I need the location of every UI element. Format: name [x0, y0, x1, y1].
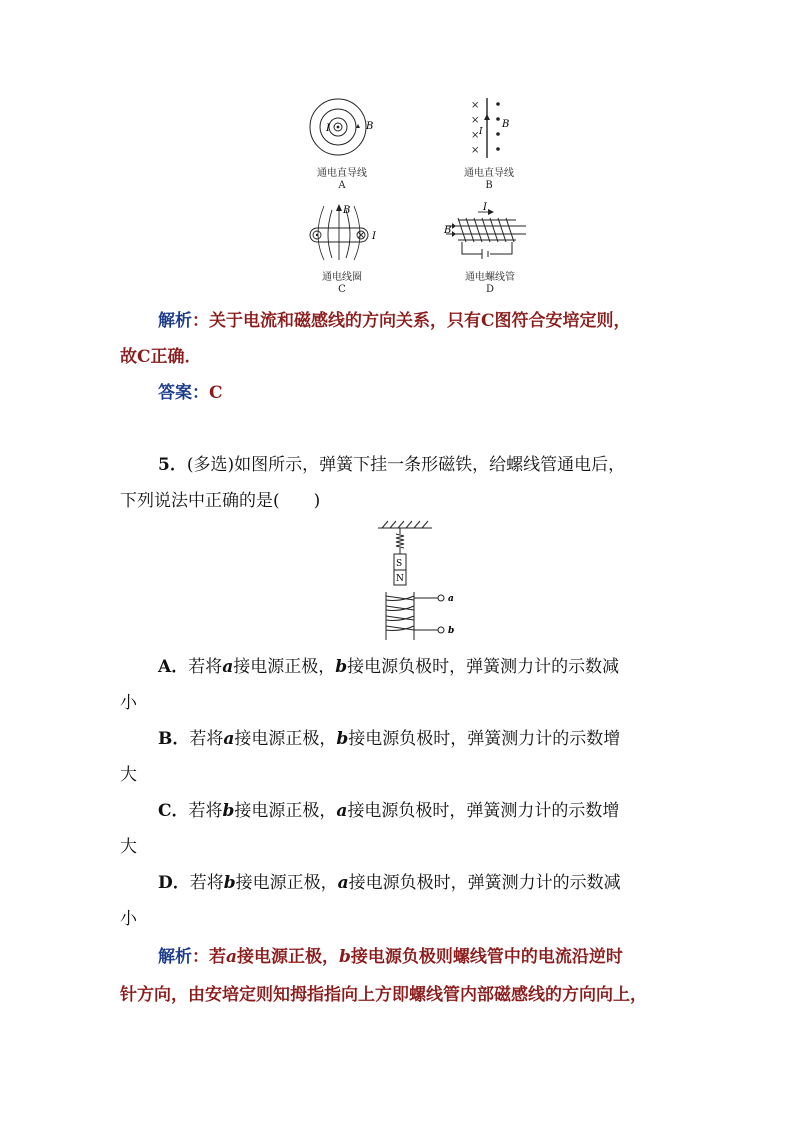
option-c: C．若将b接电源正极，a接电源负极时，弹簧测力计的示数增: [158, 801, 620, 821]
option-d-wrap: 小: [120, 909, 137, 929]
terminal-a-label: a: [448, 594, 454, 604]
question-5-line-1: 5．(多选)如图所示，弹簧下挂一条形磁铁，给螺线管通电后，: [158, 455, 626, 475]
figure-b-current-label: I: [479, 127, 483, 137]
analysis-1-label: 解析: [158, 311, 192, 331]
svg-text:×: ×: [471, 100, 480, 111]
figure-a-letter: A: [338, 180, 346, 191]
svg-text:×: ×: [471, 115, 480, 126]
figure-c-letter: C: [338, 284, 346, 295]
answer-1-value: C: [209, 383, 223, 403]
svg-text:×: ×: [471, 130, 480, 141]
figure-d-field-label: B: [444, 225, 452, 236]
figure-b-letter: B: [485, 180, 493, 191]
magnet-n-label: N: [396, 574, 404, 584]
figure-c-diagram: [302, 202, 382, 262]
figure-d-current-label: I: [483, 202, 487, 213]
answer-1: 答案：C: [158, 383, 223, 403]
figure-a-diagram: [300, 98, 380, 160]
option-d: D．若将b接电源正极，a接电源负极时，弹簧测力计的示数减: [158, 873, 621, 893]
question-5-line-2: 下列说法中正确的是( ): [120, 491, 321, 511]
figure-d-caption: 通电螺线管: [465, 272, 515, 283]
analysis-2-line-2: 针方向，由安培定则知拇指指向上方即螺线管内部磁感线的方向向上，: [120, 985, 647, 1005]
analysis-1-line-2: 故C正确．: [120, 347, 202, 367]
spring-magnet-solenoid-diagram: [372, 518, 468, 642]
option-a: A．若将a接电源正极，b接电源负极时，弹簧测力计的示数减: [158, 657, 620, 677]
option-a-wrap: 小: [120, 693, 137, 713]
figure-b-caption: 通电直导线: [464, 168, 514, 179]
figure-d-letter: D: [485, 284, 495, 295]
figure-b-field-label: B: [502, 119, 510, 130]
terminal-b-label: b: [448, 626, 455, 636]
figure-c-current-label: I: [372, 231, 376, 242]
analysis-1-line-1: 解析：关于电流和磁感线的方向关系，只有C图符合安培定则，: [158, 311, 631, 331]
question-5-number: 5．: [158, 455, 187, 475]
answer-1-label: 答案: [158, 383, 192, 403]
figure-a-field-label: B: [366, 121, 374, 132]
figure-d-diagram: [442, 202, 538, 264]
option-b-wrap: 大: [120, 765, 137, 785]
magnet-s-label: S: [396, 559, 403, 569]
figure-c-field-label: B: [343, 205, 351, 216]
analysis-2-line-1: 解析：若a接电源正极，b接电源负极则螺线管中的电流沿逆时: [158, 947, 623, 967]
option-b: B．若将a接电源正极，b接电源负极时，弹簧测力计的示数增: [158, 729, 621, 749]
figure-b-diagram: [466, 96, 516, 160]
figure-c-caption: 通电线圈: [322, 272, 362, 283]
option-c-wrap: 大: [120, 837, 137, 857]
analysis-2-label: 解析: [158, 947, 192, 967]
svg-text:×: ×: [471, 145, 480, 156]
figure-a-current-label: I: [326, 123, 330, 134]
figure-a-caption: 通电直导线: [317, 168, 367, 179]
